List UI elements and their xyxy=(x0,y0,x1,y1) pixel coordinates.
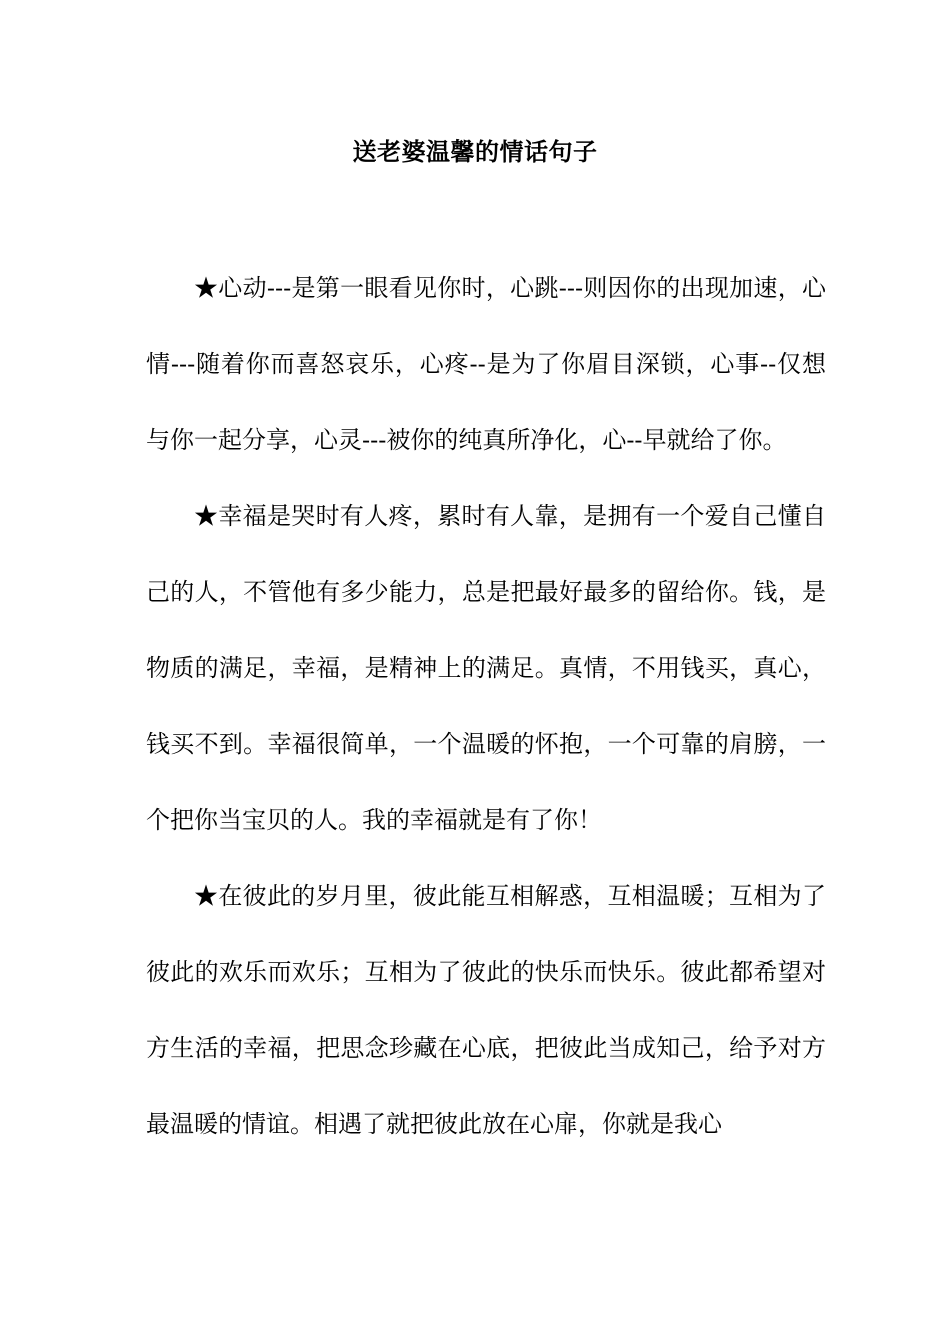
paragraph-each-other: ★在彼此的岁月里，彼此能互相解惑，互相温暖；互相为了彼此的欢乐而欢乐；互相为了彼此的快乐而快乐。彼此都希望对方生活的幸福，把思念珍藏在心底，把彼此当成知己，给予对方最温暖的情谊。相遇了就把彼此放在心扉，你就是我心 xyxy=(146,882,826,1138)
paragraph-happiness: ★幸福是哭时有人疼，累时有人靠，是拥有一个爱自己懂自己的人，不管他有多少能力，总是把最好最多的留给你。钱，是物质的满足，幸福，是精神上的满足。真情，不用钱买，真心，钱买不到。幸福很简单，一个温暖的怀抱，一个可靠的肩膀，一个把你当宝贝的人。我的幸福就是有了你！ xyxy=(146,502,826,834)
document-title: 送老婆温馨的情话句子 xyxy=(352,137,598,166)
paragraph-heartbeat: ★心动---是第一眼看见你时，心跳---则因你的出现加速，心情---随着你而喜怒哀乐，心疼--是为了你眉目深锁，心事--仅想与你一起分享，心灵---被你的纯真所净化，心--早就给了你。 xyxy=(146,274,826,454)
document-body xyxy=(146,250,826,1162)
